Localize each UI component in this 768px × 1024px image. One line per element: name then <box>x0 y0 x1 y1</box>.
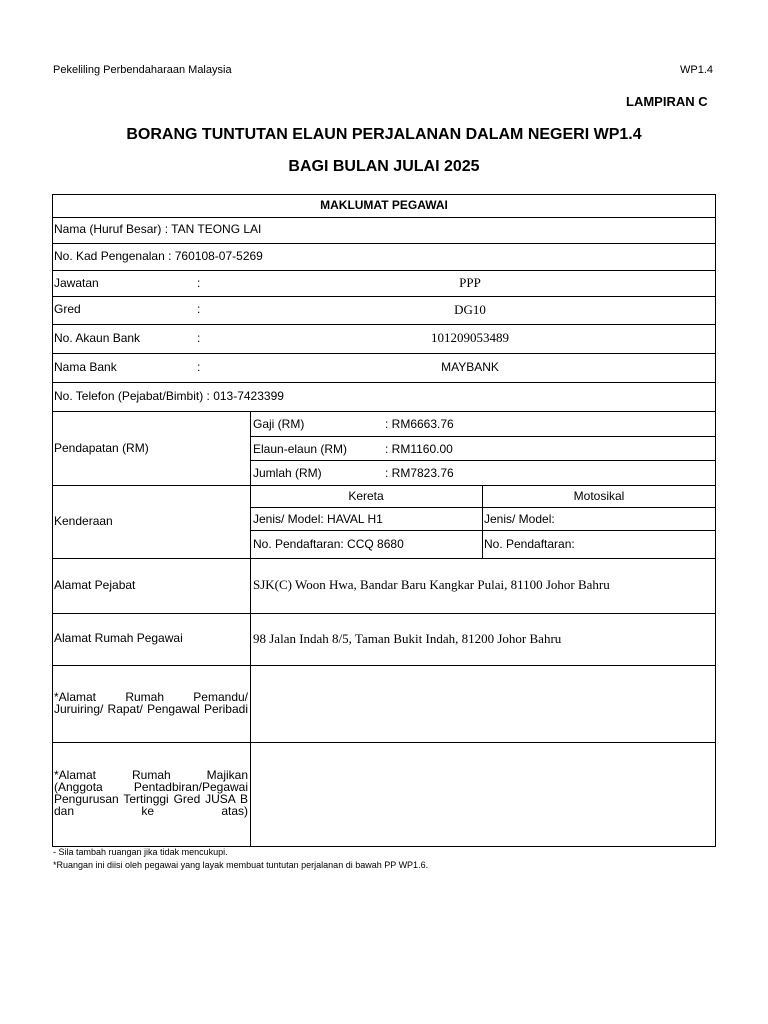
alamat-pejabat-label: Alamat Pejabat <box>54 578 136 592</box>
alamat-majikan-line: Pengurusan Tertinggi Gred JUSA B <box>54 792 248 806</box>
section-title: MAKLUMAT PEGAWAI <box>320 198 448 212</box>
alamat-pemandu-line: *Alamat Rumah Pemandu/ <box>54 690 248 704</box>
lampiran-label: LAMPIRAN C <box>626 94 708 109</box>
jawatan-label: Jawatan <box>54 276 99 290</box>
alamat-pemandu-line: Juruiring/ Rapat/ Pengawal Peribadi <box>54 702 248 716</box>
gred-colon: : <box>197 302 201 316</box>
header-left-text: Pekeliling Perbendaharaan Malaysia <box>53 64 232 76</box>
alamat-majikan-line: dan ke atas) <box>54 804 248 818</box>
row-divider <box>52 558 716 559</box>
motosikal-model: Jenis/ Model: <box>484 512 555 526</box>
pendapatan-label: Pendapatan (RM) <box>54 441 149 455</box>
header-right-text: WP1.4 <box>680 64 714 76</box>
motosikal-header: Motosikal <box>573 489 625 503</box>
jumlah-label: Jumlah (RM) <box>253 466 322 480</box>
form-subtitle: BAGI BULAN JULAI 2025 <box>288 158 480 175</box>
row-divider <box>52 613 716 614</box>
gaji-value: : RM6663.76 <box>385 417 454 431</box>
row-divider <box>52 665 716 666</box>
nama-bank-value: MAYBANK <box>441 360 499 374</box>
row-divider <box>52 742 716 743</box>
row-divider <box>52 217 716 218</box>
form-table <box>52 194 716 847</box>
row-divider <box>250 507 716 508</box>
motosikal-pendaftaran: No. Pendaftaran: <box>484 537 575 551</box>
gred-label: Gred <box>54 302 81 316</box>
kereta-model: Jenis/ Model: HAVAL H1 <box>253 512 383 526</box>
footnote-1: - Sila tambah ruangan jika tidak mencukupi. <box>53 847 228 857</box>
row-divider <box>250 530 716 531</box>
nama-field: Nama (Huruf Besar) : TAN TEONG LAI <box>54 222 262 236</box>
row-divider <box>52 324 716 325</box>
gaji-label: Gaji (RM) <box>253 417 305 431</box>
akaun-bank-colon: : <box>197 331 201 345</box>
alamat-majikan-line: *Alamat Rumah Majikan <box>54 768 248 782</box>
row-divider <box>52 411 716 412</box>
kenderaan-label: Kenderaan <box>54 514 113 528</box>
akaun-bank-value: 101209053489 <box>431 330 509 345</box>
row-divider <box>52 353 716 354</box>
alamat-pejabat-value: SJK(C) Woon Hwa, Bandar Baru Kangkar Pulai, 81100 Johor Bahru <box>253 577 610 592</box>
alamat-rumah-label: Alamat Rumah Pegawai <box>54 631 183 645</box>
row-divider <box>52 485 716 486</box>
alamat-rumah-value: 98 Jalan Indah 8/5, Taman Bukit Indah, 81200 Johor Bahru <box>253 631 562 646</box>
form-title: BORANG TUNTUTAN ELAUN PERJALANAN DALAM NEGERI WP1.4 <box>126 126 642 143</box>
jawatan-value: PPP <box>459 275 481 290</box>
kereta-pendaftaran: No. Pendaftaran: CCQ 8680 <box>253 537 404 551</box>
elaun-label: Elaun-elaun (RM) <box>253 442 348 456</box>
elaun-value: : RM1160.00 <box>385 442 453 456</box>
row-divider <box>52 270 716 271</box>
column-divider <box>250 411 251 847</box>
akaun-bank-label: No. Akaun Bank <box>54 331 141 345</box>
nama-bank-colon: : <box>197 360 201 374</box>
jawatan-colon: : <box>197 276 201 290</box>
alamat-majikan-line: (Anggota Pentadbiran/Pegawai <box>54 780 248 794</box>
alamat-majikan-label <box>54 769 248 817</box>
jumlah-value: : RM7823.76 <box>385 466 454 480</box>
kad-pengenalan-field: No. Kad Pengenalan : 760108-07-5269 <box>54 249 263 263</box>
gred-value: DG10 <box>454 302 486 317</box>
kereta-header: Kereta <box>348 489 384 503</box>
nama-bank-label: Nama Bank <box>54 360 117 374</box>
telefon-field: No. Telefon (Pejabat/Bimbit) : 013-7423399 <box>54 389 284 403</box>
row-divider <box>250 436 716 437</box>
footnote-2: *Ruangan ini diisi oleh pegawai yang layak membuat tuntutan perjalanan di bawah PP WP1.6. <box>53 860 429 870</box>
row-divider <box>52 382 716 383</box>
row-divider <box>250 460 716 461</box>
row-divider <box>52 296 716 297</box>
alamat-pemandu-label <box>54 691 248 715</box>
row-divider <box>52 243 716 244</box>
